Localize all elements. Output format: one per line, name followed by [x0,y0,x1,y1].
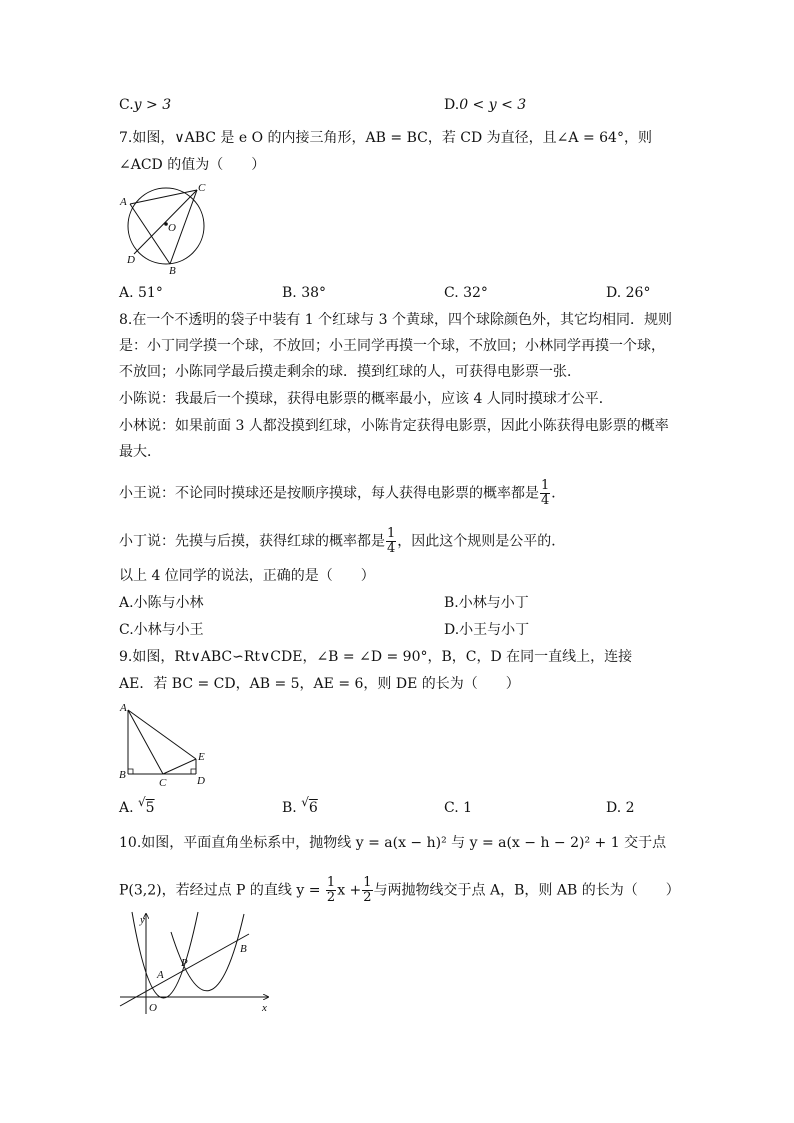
q8-question: 以上 4 位同学的说法，正确的是（ ） [119,568,375,584]
q8-ding-statement: 小丁说：先摸与后摸，获得红球的概率都是 $\frac{1}{4}$ ，因此这个规则是公平的． [119,526,566,556]
q7-option-d: D. 26° [606,285,651,301]
q7-label-o: O [168,222,176,234]
q8-option-b: B.小林与小丁 [444,595,529,611]
q10-label-y: y [140,914,145,926]
q6-option-d: D.0 < y < 3 [444,97,527,113]
q7-label-a: A [120,196,127,208]
q6-option-d-math: 0 < y < 3 [459,97,527,113]
q10-fraction-1: $\frac{1}{2}$ [326,875,336,905]
q9-stem-line1: 9.如图，Rt∨ABC∽Rt∨CDE，∠B = ∠D = 90°，B，C，D 在同一直线上，连接 [119,649,633,665]
q7-option-b: B. 38° [282,285,327,301]
q7-circle-figure [118,180,214,276]
q8-stem-line2: 是：小丁同学摸一个球，不放回；小王同学再摸一个球，不放回；小林同学再摸一个球， [119,338,665,354]
q8-option-d: D.小王与小丁 [444,622,530,638]
q8-chen-statement: 小陈说：我最后一个摸球，获得电影票的概率最小，应该 4 人同时摸球才公平． [119,391,613,407]
q8-stem-line3: 不放回；小陈同学最后摸走剩余的球．摸到红球的人，可获得电影票一张． [119,364,581,380]
q9-option-a: A. √5 [119,795,155,816]
q10-stem-line2: P(3,2)，若经过点 P 的直线 y = $\frac{1}{2}$ x + $\frac{1}{2}$ 与两抛物线交于点 A，B，则 AB 的长为（ ） [119,875,680,905]
q10-label-p: P [181,957,188,969]
q8-option-c: C.小林与小王 [119,622,204,638]
q9-stem-line2: AE．若 BC = CD，AB = 5，AE = 6，则 DE 的长为（ ） [119,676,520,692]
q8-lin-statement-line1: 小林说：如果前面 3 人都没摸到红球，小陈肯定获得电影票，因此小陈获得电影票的概率 [119,418,669,434]
q9-label-d: D [197,775,205,787]
q10-parabola-figure [116,908,278,1020]
q9-label-c: C [159,777,167,789]
q8-wang-statement: 小王说：不论同时摸球还是按顺序摸球，每人获得电影票的概率都是 $\frac{1}{4}$ ． [119,478,566,508]
q7-option-c: C. 32° [444,285,488,301]
q9-triangle-figure [116,700,214,790]
sqrt-icon: √ [301,795,309,809]
q10-fraction-2: $\frac{1}{2}$ [363,875,372,905]
q10-label-a: A [157,969,164,981]
q10-label-b: B [240,943,247,955]
q9-label-a: A [120,702,127,714]
q10-label-o: O [149,1002,157,1014]
q9-label-b: B [119,769,126,781]
q10-label-x: x [262,1002,267,1014]
q7-option-a: A. 51° [119,285,163,301]
q8-option-a: A.小陈与小林 [119,595,204,611]
sqrt-icon: √ [138,795,146,809]
q6-option-c: C.y > 3 [119,97,172,113]
q8-wang-fraction: $\frac{1}{4}$ [541,478,550,508]
q9-option-b: B. √6 [282,795,318,816]
q8-ding-fraction: $\frac{1}{4}$ [387,526,396,556]
q7-label-b: B [169,265,176,276]
q9-label-e: E [198,751,205,763]
q10-stem-line1: 10.如图，平面直角坐标系中，抛物线 y = a(x − h)² 与 y = a(x − h − 2)² + 1 交于点 [119,835,667,851]
q7-stem-line1: 7.如图，∨ABC 是 e O 的内接三角形，AB = BC，若 CD 为直径，且∠A = 64°，则 [119,130,652,146]
q6-option-c-math: y > 3 [133,97,172,113]
q7-label-c: C [198,182,206,194]
q7-stem-line2: ∠ACD 的值为（ ） [119,157,266,173]
q8-stem-line1: 8.在一个不透明的袋子中装有 1 个红球与 3 个黄球，四个球除颜色外，其它均相同．规则 [119,312,672,328]
q8-lin-statement-line2: 最大． [119,444,161,460]
q7-label-d: D [127,254,135,266]
q9-option-c: C. 1 [444,800,473,816]
q9-option-d: D. 2 [606,800,635,816]
